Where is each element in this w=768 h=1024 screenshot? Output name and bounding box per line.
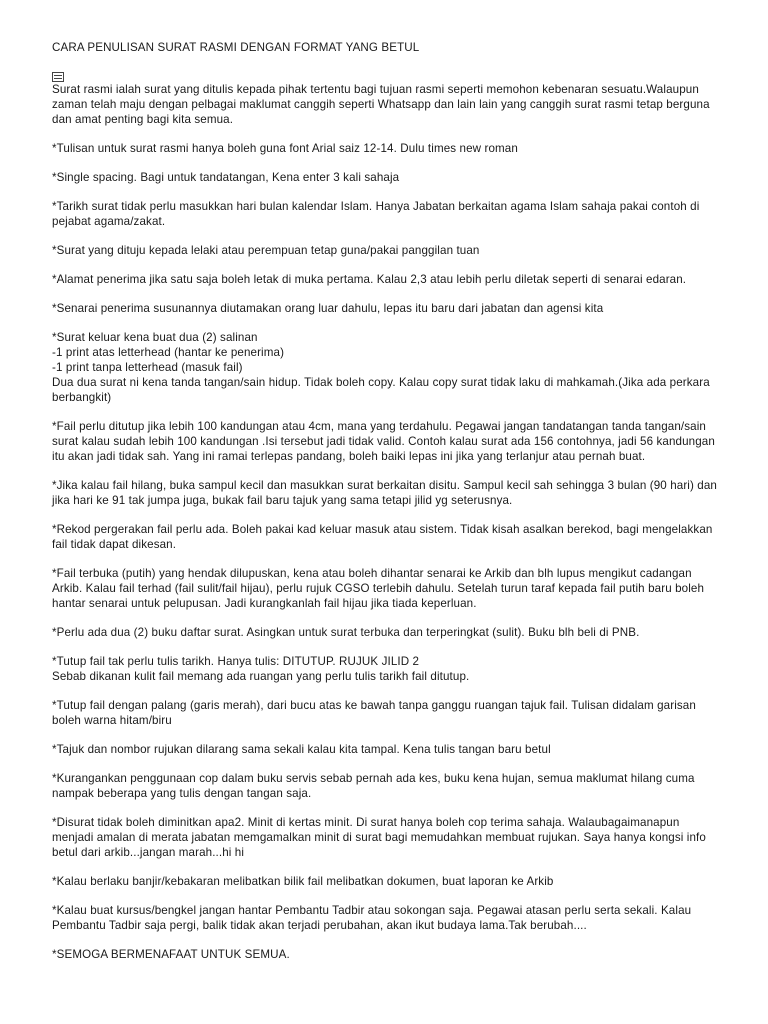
paragraph-training: *Kalau buat kursus/bengkel jangan hantar Pembantu Tadbir atau sokongan saja. Pegawai atasan perlu serta sekali. Kalau Pembantu Tadbir saja pergi, balik tidak akan terjadi perubahan, akan ikut budaya lama.Tak berubah.... [52, 904, 692, 932]
paragraph-closed-file-note: *Tutup fail tak perlu tulis tarikh. Hanya tulis: DITUTUP. RUJUK JILID 2 Sebab dikanan kulit fail memang ada ruangan yang perlu tulis tarikh fail ditutup. [52, 655, 470, 683]
paragraph-file-movement: *Rekod pergerakan fail perlu ada. Boleh pakai kad keluar masuk atau sistem. Tidak kisah asalkan berekod, bagi mengelakkan fail tidak dapat dikesan. [52, 523, 713, 551]
document-page [52, 40, 722, 976]
document-title: CARA PENULISAN SURAT RASMI DENGAN FORMAT YANG BETUL [52, 41, 420, 54]
paragraph-minutes: *Disurat tidak boleh diminitkan apa2. Minit di kertas minit. Di surat hanya boleh cop terima sahaja. Walaubagaimanapun menjadi amalan di merata jabatan memgamalkan minit di surat bagi memudahkan membuat rujukan. Saya hanya kongsi info betul dari arkib...jangan marah...hi hi [52, 816, 706, 859]
paragraph-file-disposal: *Fail terbuka (putih) yang hendak dilupuskan, kena atau boleh dihantar senarai ke Arkib dan blh lupus mengikut cadangan Arkib. Kalau fail terhad (fail sulit/fail hijau), perlu rujuk CGSO terlebih dahulu. Setelah turun taraf kepada fail putih baru boleh hantar senarai untuk pelupusan. Jadi kurangkanlah fail hijau jika tiada keperluan. [52, 567, 705, 610]
paragraph-stamp-usage: *Kurangankan penggunaan cop dalam buku servis sebab pernah ada kes, buku kena hujan, semua maklumat hilang cuma nampak beberapa yang tulis dengan tangan saja. [52, 772, 695, 800]
paragraph-spacing: *Single spacing. Bagi untuk tandatangan, Kena enter 3 kali sahaja [52, 171, 400, 184]
paragraph-closed-file-line: *Tutup fail dengan palang (garis merah), dari bucu atas ke bawah tanpa ganggu ruangan tajuk fail. Tulisan didalam garisan boleh warna hitam/biru [52, 699, 696, 727]
paragraph-title-reference: *Tajuk dan nombor rujukan dilarang sama sekali kalau kita tampal. Kena tulis tangan baru betul [52, 743, 551, 756]
paragraph-intro: Surat rasmi ialah surat yang ditulis kepada pihak tertentu bagi tujuan rasmi seperti memohon kebenaran sesuatu.Walaupun zaman telah maju dengan pelbagai maklumat canggih seperti Whatsapp dan lain lain yang canggih surat rasmi tetap berguna dan amat penting bagi kita semua. [52, 83, 710, 126]
unknown-character-icon [52, 72, 64, 82]
paragraph-address: *Alamat penerima jika satu saja boleh letak di muka pertama. Kalau 2,3 atau lebih perlu diletak seperti di senarai edaran. [52, 273, 687, 286]
glyph-row [52, 69, 722, 81]
paragraph-salutation: *Surat yang dituju kepada lelaki atau perempuan tetap guna/pakai panggilan tuan [52, 244, 480, 257]
paragraph-disaster-report: *Kalau berlaku banjir/kebakaran melibatkan bilik fail melibatkan dokumen, buat laporan ke Arkib [52, 875, 554, 888]
paragraph-closing: *SEMOGA BERMENAFAAT UNTUK SEMUA. [52, 948, 290, 961]
paragraph-copies: *Surat keluar kena buat dua (2) salinan -1 print atas letterhead (hantar ke penerima) -1 print tanpa letterhead (masuk fail) Dua dua surat ni kena tanda tangan/sain hidup. Tidak boleh copy. Kalau copy surat tidak laku di mahkamah.(Jika ada perkara berbangkit) [52, 331, 710, 404]
paragraph-font: *Tulisan untuk surat rasmi hanya boleh guna font Arial saiz 12-14. Dulu times new roman [52, 142, 518, 155]
paragraph-date: *Tarikh surat tidak perlu masukkan hari bulan kalendar Islam. Hanya Jabatan berkaitan agama Islam sahaja pakai contoh di pejabat agama/zakat. [52, 200, 700, 228]
paragraph-registry-books: *Perlu ada dua (2) buku daftar surat. Asingkan untuk surat terbuka dan terperingkat (sulit). Buku blh beli di PNB. [52, 626, 640, 639]
paragraph-file-closing: *Fail perlu ditutup jika lebih 100 kandungan atau 4cm, mana yang terdahulu. Pegawai jangan tandatangan tanda tangan/sain surat kalau sudah lebih 100 kandungan .Isi tersebut jadi tidak valid. Contoh kalau surat ada 156 contohnya, jadi 56 kandungan itu akan jadi tidak sah. Yang ini ramai terlepas pandang, boleh baiki lepas ini jika yang terlanjur atau pernah buat. [52, 420, 715, 463]
paragraph-recipients: *Senarai penerima susunannya diutamakan orang luar dahulu, lepas itu baru dari jabatan dan agensi kita [52, 302, 604, 315]
paragraph-lost-file: *Jika kalau fail hilang, buka sampul kecil dan masukkan surat berkaitan disitu. Sampul kecil sah sehingga 3 bulan (90 hari) dan jika hari ke 91 tak jumpa juga, bukak fail baru tajuk yang sama tetapi jilid yg seterusnya. [52, 479, 717, 507]
